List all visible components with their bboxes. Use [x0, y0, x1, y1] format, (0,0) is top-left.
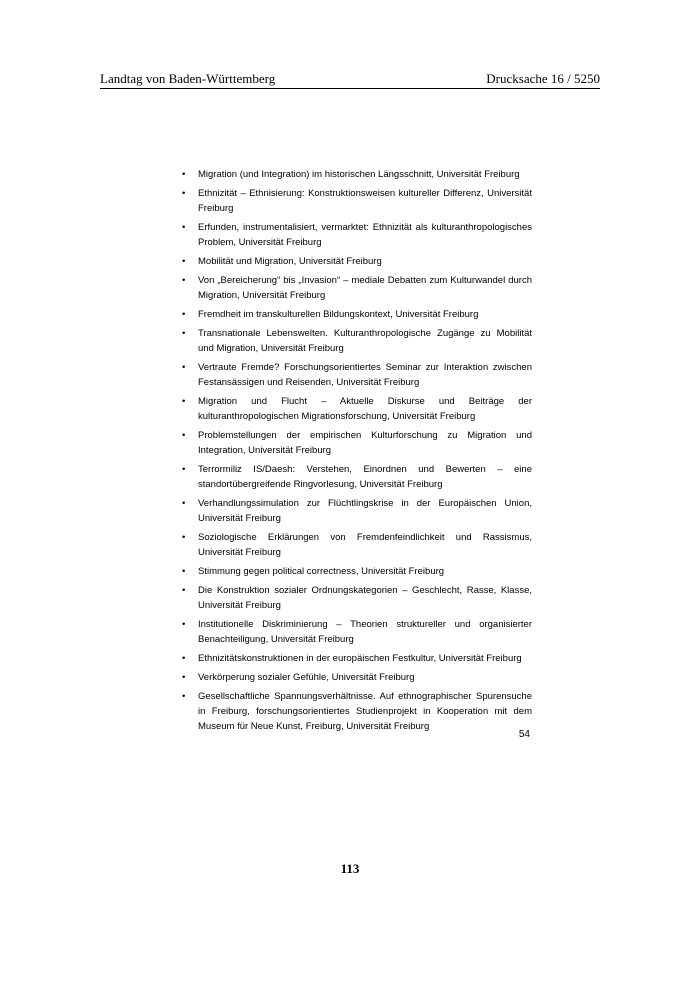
list-item [182, 273, 532, 303]
list-item [182, 496, 532, 526]
bullet-icon: • [182, 619, 186, 630]
bullet-icon: • [182, 653, 186, 664]
list-item-text: Problemstellungen der empirischen Kulturforschung zu Migration und Integration, Universität Freiburg [198, 430, 532, 456]
list-item [182, 428, 532, 458]
bullet-icon: • [182, 498, 186, 509]
header-document-number: Drucksache 16 / 5250 [486, 71, 600, 86]
list-item-text: Erfunden, instrumentalisiert, vermarktet: Ethnizität als kulturanthropologisches Problem, Universität Freiburg [198, 222, 532, 248]
list-item [182, 307, 532, 322]
list-item [182, 186, 532, 216]
bullet-icon: • [182, 275, 186, 286]
list-item [182, 670, 532, 685]
list-item-text: Migration und Flucht – Aktuelle Diskurse und Beiträge der kulturanthropologischen Migrationsforschung, Universität Freiburg [198, 396, 532, 422]
list-item-text: Vertraute Fremde? Forschungsorientiertes Seminar zur Interaktion zwischen Festansässigen und Reisenden, Universität Freiburg [198, 362, 532, 388]
bullet-icon: • [182, 256, 186, 267]
list-item-text: Verhandlungssimulation zur Flüchtlingskrise in der Europäischen Union, Universität Freiburg [198, 498, 532, 524]
list-item-text: Migration (und Integration) im historischen Längsschnitt, Universität Freiburg [198, 169, 520, 180]
bullet-icon: • [182, 532, 186, 543]
bullet-icon: • [182, 188, 186, 199]
list-item [182, 651, 532, 666]
list-item-text: Verkörperung sozialer Gefühle, Universität Freiburg [198, 672, 415, 683]
list-item-text: Terrormiliz IS/Daesh: Verstehen, Einordnen und Bewerten – eine standortübergreifende Ringvorlesung, Universität Freiburg [198, 464, 532, 490]
bullet-icon: • [182, 672, 186, 683]
course-list [182, 167, 532, 738]
list-item-text: Von „Bereicherung“ bis „Invasion“ – mediale Debatten zum Kulturwandel durch Migration, Universität Freiburg [198, 275, 532, 301]
bullet-icon: • [182, 430, 186, 441]
list-item [182, 394, 532, 424]
inner-page-number: 54 [518, 729, 530, 740]
bullet-icon: • [182, 169, 186, 180]
bullet-icon: • [182, 309, 186, 320]
page-header [100, 68, 600, 89]
list-item-text: Institutionelle Diskriminierung – Theorien struktureller und organisierter Benachteiligung, Universität Freiburg [198, 619, 532, 645]
bullet-icon: • [182, 464, 186, 475]
bullet-icon: • [182, 222, 186, 233]
bullet-icon: • [182, 585, 186, 596]
bullet-icon: • [182, 396, 186, 407]
list-item [182, 530, 532, 560]
list-item [182, 689, 532, 734]
list-item [182, 167, 532, 182]
list-item-text: Ethnizität – Ethnisierung: Konstruktionsweisen kultureller Differenz, Universität Freiburg [198, 188, 532, 214]
list-item-text: Transnationale Lebenswelten. Kulturanthropologische Zugänge zu Mobilität und Migration, Universität Freiburg [198, 328, 532, 354]
bullet-icon: • [182, 328, 186, 339]
list-item-text: Mobilität und Migration, Universität Freiburg [198, 256, 382, 267]
list-item-text: Stimmung gegen political correctness, Universität Freiburg [198, 566, 445, 577]
list-item [182, 462, 532, 492]
header-parliament-name: Landtag von Baden-Württemberg [100, 71, 276, 86]
list-item [182, 360, 532, 390]
list-item [182, 583, 532, 613]
bullet-icon: • [182, 691, 186, 702]
list-item [182, 326, 532, 356]
list-item-text: Soziologische Erklärungen von Fremdenfeindlichkeit und Rassismus, Universität Freiburg [198, 532, 532, 558]
list-item [182, 564, 532, 579]
list-item-text: Ethnizitätskonstruktionen in der europäischen Festkultur, Universität Freiburg [198, 653, 522, 664]
bullet-icon: • [182, 362, 186, 373]
bullet-icon: • [182, 566, 186, 577]
page-number: 113 [340, 861, 360, 876]
list-item-text: Fremdheit im transkulturellen Bildungskontext, Universität Freiburg [198, 309, 479, 320]
list-item [182, 617, 532, 647]
list-item-text: Die Konstruktion sozialer Ordnungskategorien – Geschlecht, Rasse, Klasse, Universität Freiburg [198, 585, 532, 611]
list-item-text: Gesellschaftliche Spannungsverhältnisse. Auf ethnographischer Spurensuche in Freiburg, forschungsorientiertes Studienprojekt in Kooperation mit dem Museum für Neue Kunst, Freiburg, Universität Freiburg [198, 691, 532, 732]
list-item [182, 220, 532, 250]
list-item [182, 254, 532, 269]
